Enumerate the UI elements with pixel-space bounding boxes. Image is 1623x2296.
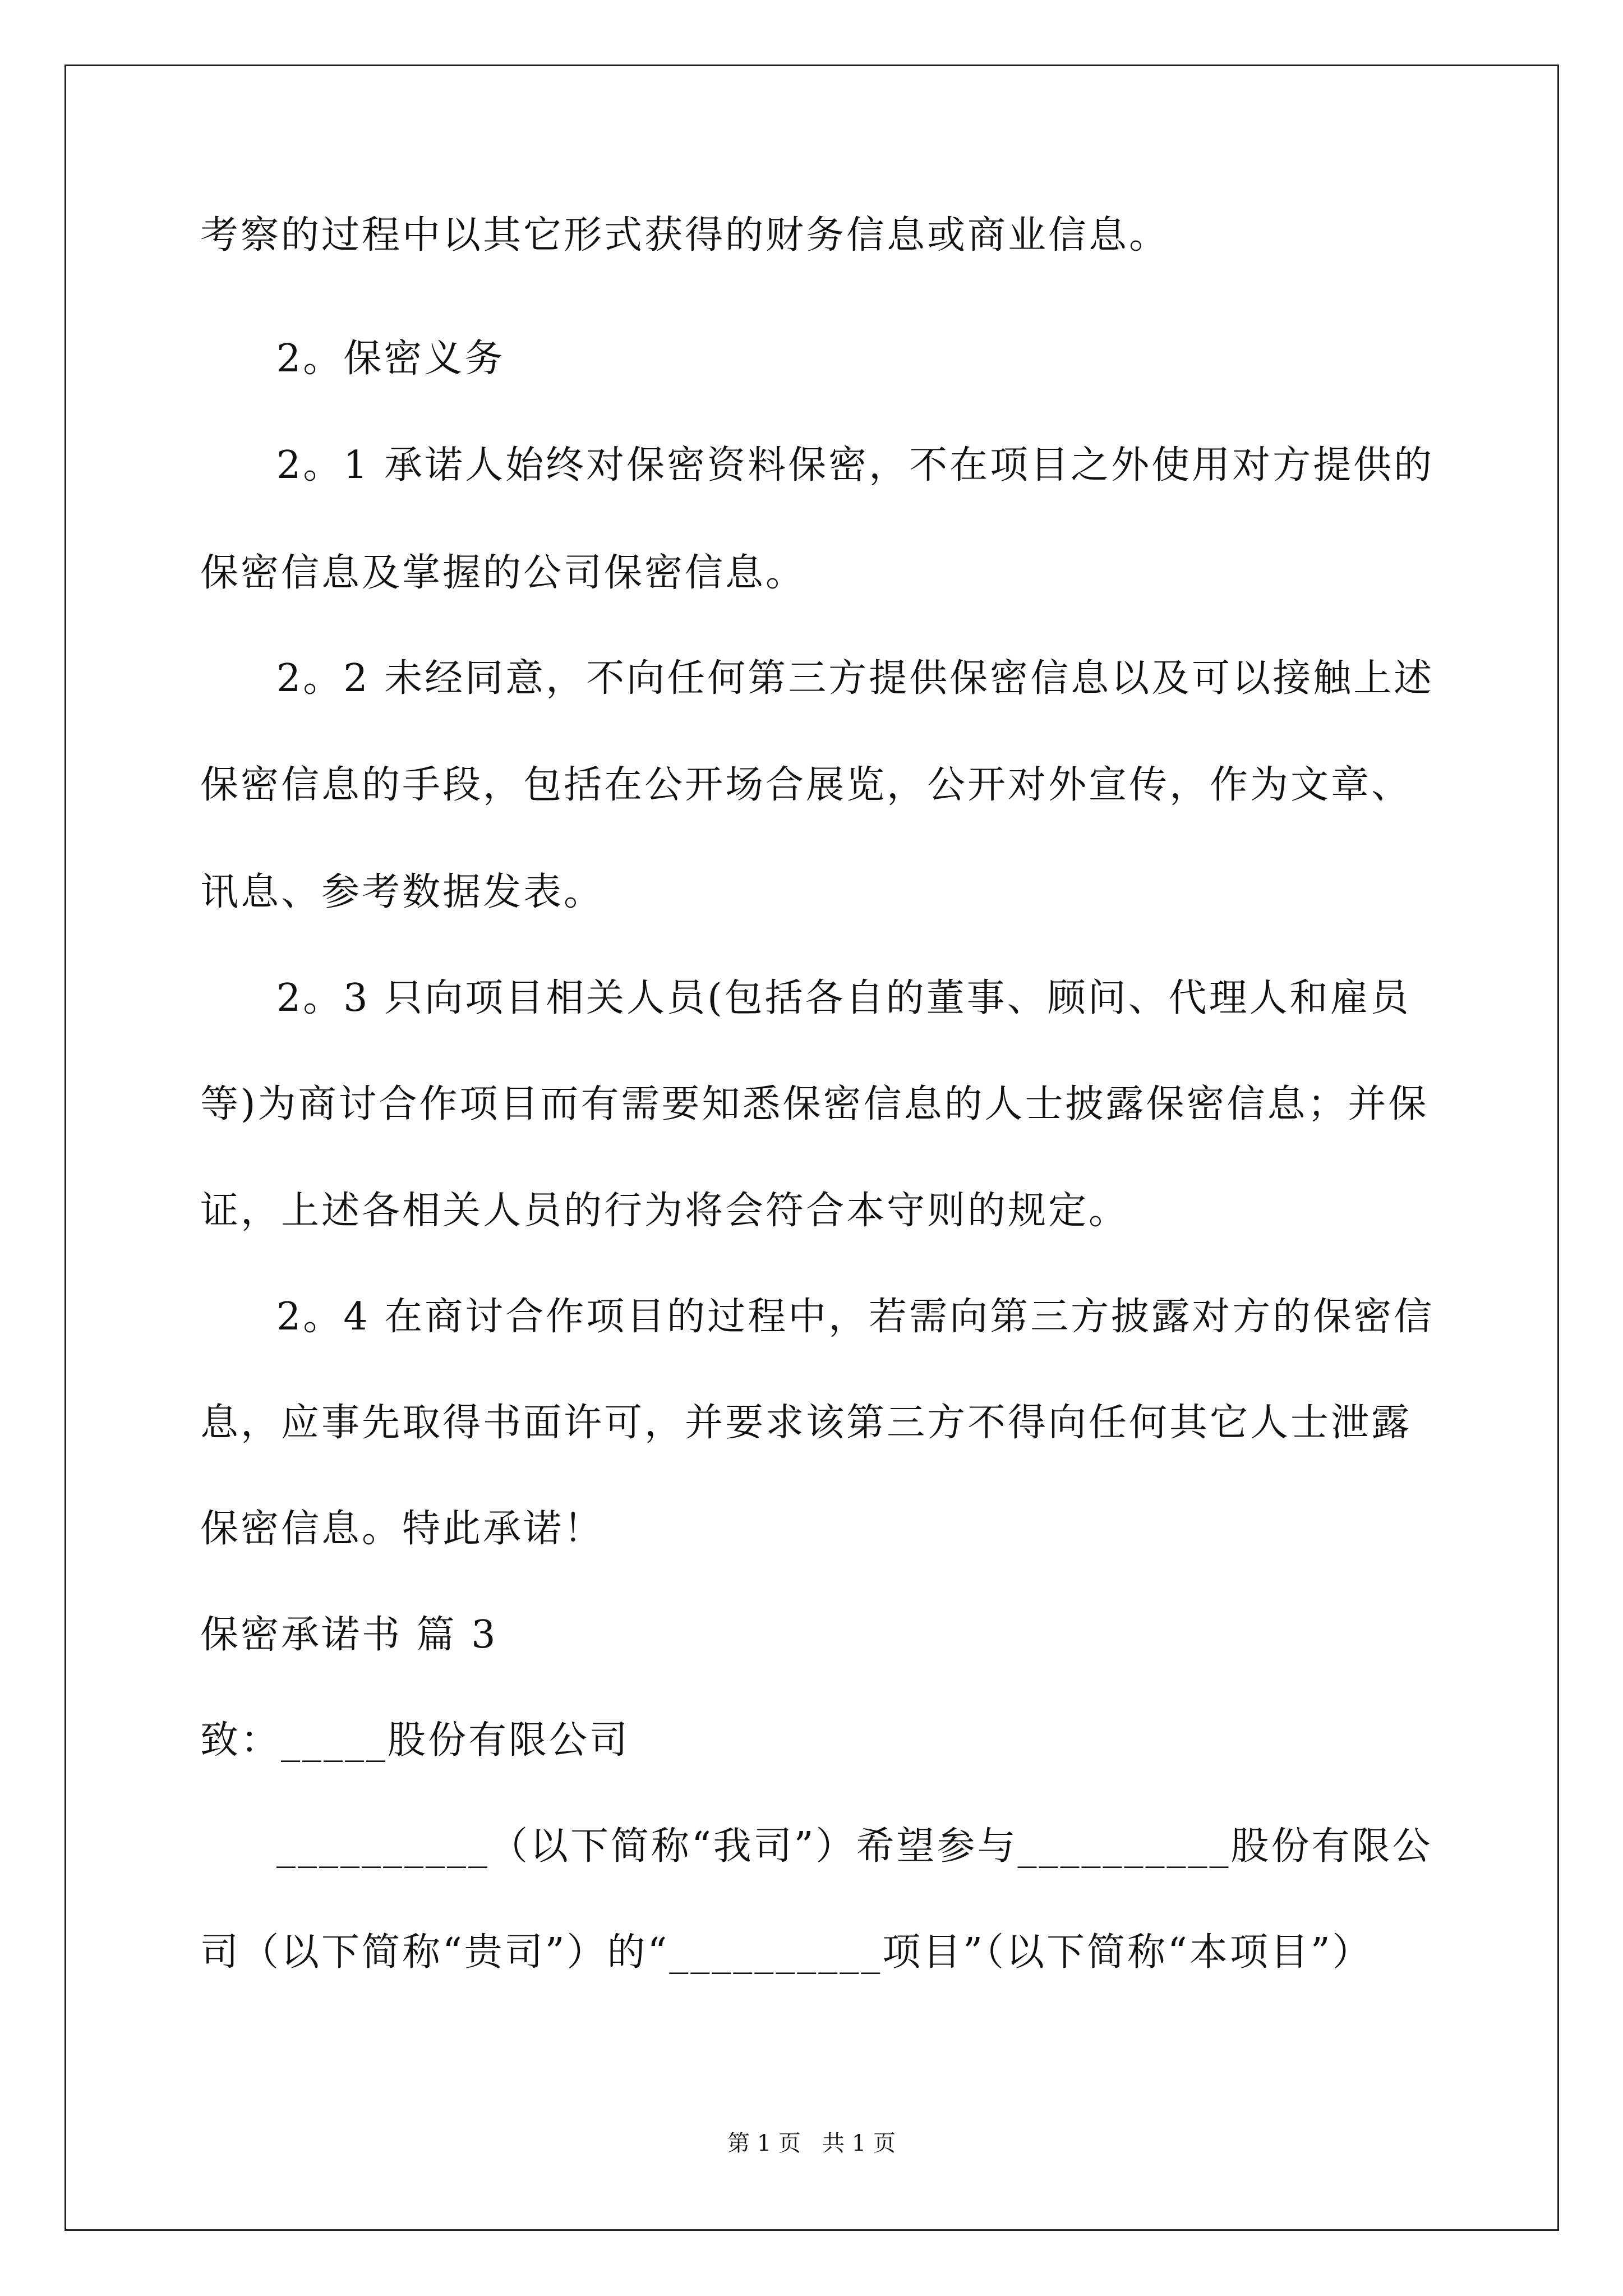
page-footer: 第 1 页 共 1 页 — [727, 2131, 896, 2156]
clause-2-2-line-3: 讯息、参考数据发表。 — [200, 870, 605, 914]
article-title: 保密承诺书 篇 3 — [200, 1613, 498, 1657]
clause-2-1-line-1: 2。1 承诺人始终对保密资料保密，不在项目之外使用对方提供的 — [276, 443, 1435, 487]
body-line-1: 考察的过程中以其它形式获得的财务信息或商业信息。 — [200, 213, 1170, 257]
clause-2-4-line-2: 息，应事先取得书面许可，并要求该第三方不得向任何其它人士泄露 — [200, 1401, 1412, 1445]
clause-2-1-line-2: 保密信息及掌握的公司保密信息。 — [200, 551, 806, 595]
clause-2-4-line-1: 2。4 在商讨合作项目的过程中，若需向第三方披露对方的保密信 — [276, 1295, 1435, 1339]
clause-2-2-line-1: 2。2 未经同意，不向任何第三方提供保密信息以及可以接触上述 — [276, 656, 1435, 701]
page-border — [64, 65, 1559, 2231]
addressee-line: 致：_____股份有限公司 — [200, 1718, 630, 1763]
intro-line-2: 司（以下简称“贵司”）的“__________项目”（以下简称“本项目”） — [200, 1930, 1373, 1975]
intro-line-1: __________（以下简称“我司”）希望参与__________股份有限公 — [276, 1824, 1433, 1869]
clause-2-4-line-3: 保密信息。特此承诺！ — [200, 1507, 605, 1551]
clause-2-2-line-2: 保密信息的手段，包括在公开场合展览，公开对外宣传，作为文章、 — [200, 763, 1412, 807]
clause-2-3-line-3: 证，上述各相关人员的行为将会符合本守则的规定。 — [200, 1189, 1129, 1233]
clause-2-3-line-1: 2。3 只向项目相关人员(包括各自的董事、顾问、代理人和雇员 — [276, 976, 1411, 1020]
clause-2-3-line-2: 等)为商讨合作项目而有需要知悉保密信息的人士披露保密信息；并保 — [200, 1082, 1429, 1126]
section-heading: 2。保密义务 — [276, 337, 505, 381]
